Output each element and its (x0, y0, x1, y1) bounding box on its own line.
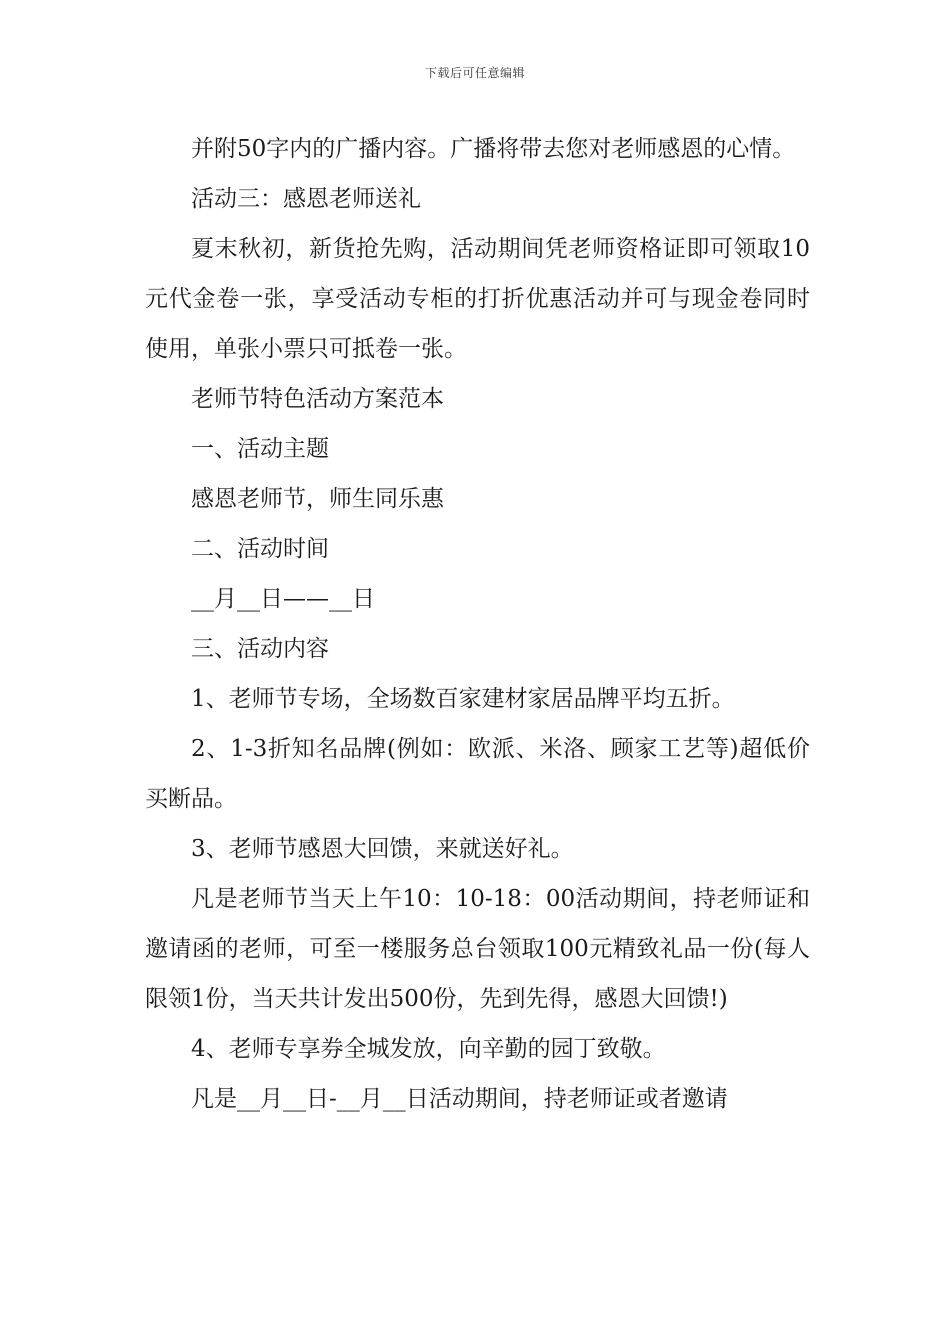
paragraph: 并附50字内的广播内容。广播将带去您对老师感恩的心情。 (191, 136, 796, 162)
document-title: 老师节特色活动方案范本 (191, 386, 444, 412)
section-heading: 二、活动时间 (191, 536, 329, 562)
document-body (145, 124, 810, 1124)
list-item: 3、老师节感恩大回馈，来就送好礼。 (191, 836, 574, 862)
paragraph: 凡是老师节当天上午10：10-18：00活动期间，持老师证和邀请函的老师，可至一楼服务总台领取100元精致礼品一份(每人限领1份，当天共计发出500份，先到先得，感恩大回馈!) (145, 886, 810, 1012)
list-item: 4、老师专享券全城发放，向辛勤的园丁致敬。 (191, 1036, 666, 1062)
list-item: 1、老师节专场，全场数百家建材家居品牌平均五折。 (191, 686, 735, 712)
paragraph: 夏末秋初，新货抢先购，活动期间凭老师资格证即可领取10元代金卷一张，享受活动专柜的打折优惠活动并可与现金卷同时使用，单张小票只可抵卷一张。 (145, 236, 810, 362)
paragraph: 感恩老师节，师生同乐惠 (191, 486, 444, 512)
section-heading: 三、活动内容 (191, 636, 329, 662)
paragraph: __月__日——__日 (191, 586, 375, 612)
section-heading: 活动三：感恩老师送礼 (191, 186, 421, 212)
list-item: 2、1-3折知名品牌(例如：欧派、米洛、顾家工艺等)超低价买断品。 (145, 736, 810, 812)
section-heading: 一、活动主题 (191, 436, 329, 462)
paragraph: 凡是__月__日-__月__日活动期间，持老师证或者邀请 (191, 1086, 728, 1112)
page-header: 下载后可任意编辑 (424, 66, 525, 80)
